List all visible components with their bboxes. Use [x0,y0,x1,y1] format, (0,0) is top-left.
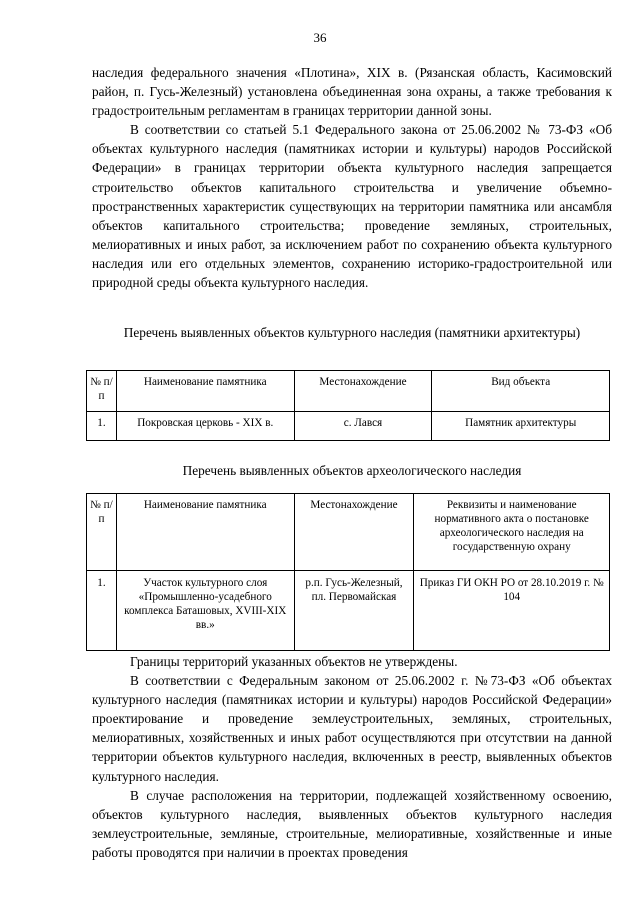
header-cell: Местонахождение [294,494,414,571]
header-cell: Местонахождение [294,371,432,412]
table-header-row [87,494,610,571]
header-cell: № п/п [87,494,117,571]
paragraph: В соответствии с Федеральным законом от 25.06.2002 г. №73-ФЗ «Об объектах культурного наследия (памятниках истории и культуры) народов Российской Федерации» проектирование и проведение землеустроительных, земляных, строительных, мелиоративных, хозяйственных и иных работ осуществляются при отсутствии на данной территории объектов культурного наследия, включенных в реестр, выявленных объектов культурного наследия. [92,673,612,784]
table-cell: р.п. Гусь-Железный, пл. Первомайская [294,571,414,651]
header-cell: № п/п [87,371,117,412]
header-cell: Реквизиты и наименование нормативного акта о постановке археологического наследия на государственную охрану [414,494,610,571]
header-cell: Наименование памятника [116,371,294,412]
table-cell: 1. [87,412,117,441]
header-cell: Наименование памятника [116,494,294,571]
paragraph: Границы территорий указанных объектов не утверждены. [130,654,458,669]
closing-text [92,652,612,862]
paragraph: В случае расположения на территории, подлежащей хозяйственному освоению, объектов культурного наследия, выявленных объектов культурного наследия землеустроительные, земляные, строительные, мелиоративные, хозяйственные и иные работы проводятся при наличии в проектах проведения [92,787,612,860]
table-cell: 1. [87,571,117,651]
table-cell: с. Лався [294,412,432,441]
paragraph: В соответствии со статьей 5.1 Федерального закона от 25.06.2002 № 73-ФЗ «Об объектах культурного наследия (памятниках истории и культуры) народов Российской Федерации» в границах территории объекта культурного наследия запрещается строительство объектов капитального строительства и увеличение объемно-пространственных характеристик существующих на территории памятника или ансамбля объектов капитального строительства; проведение земляных, строительных, мелиоративных и иных работ, за исключением работ по сохранению объекта культурного наследия или его отдельных элементов, сохранению историко-градостроительной или природной среды объекта культурного наследия. [92,122,612,291]
table-row [87,571,610,651]
archaeology-table [86,493,610,651]
table-cell: Приказ ГИ ОКН РО от 28.10.2019 г. № 104 [414,571,610,651]
header-cell: Вид объекта [432,371,610,412]
archaeology-table-caption: Перечень выявленных объектов археологического наследия [182,463,522,478]
table-row [87,412,610,441]
paragraph: наследия федерального значения «Плотина», XIX в. (Рязанская область, Касимовский район, п. Гусь-Железный) установлена объединенная зона охраны, а также требования к градостроительным регламентам в границах территории данной зоны. [92,65,612,119]
page-number: 36 [313,30,327,45]
architecture-table [86,370,610,441]
table-cell: Участок культурного слоя «Промышленно-усадебного комплекса Баташовых, XVIII-XIX вв.» [116,571,294,651]
table-cell: Памятник архитектуры [432,412,610,441]
table-header-row [87,371,610,412]
intro-text [92,63,612,292]
table-cell: Покровская церковь - XIX в. [116,412,294,441]
architecture-table-caption: Перечень выявленных объектов культурного наследия (памятники архитектуры) [123,325,581,340]
